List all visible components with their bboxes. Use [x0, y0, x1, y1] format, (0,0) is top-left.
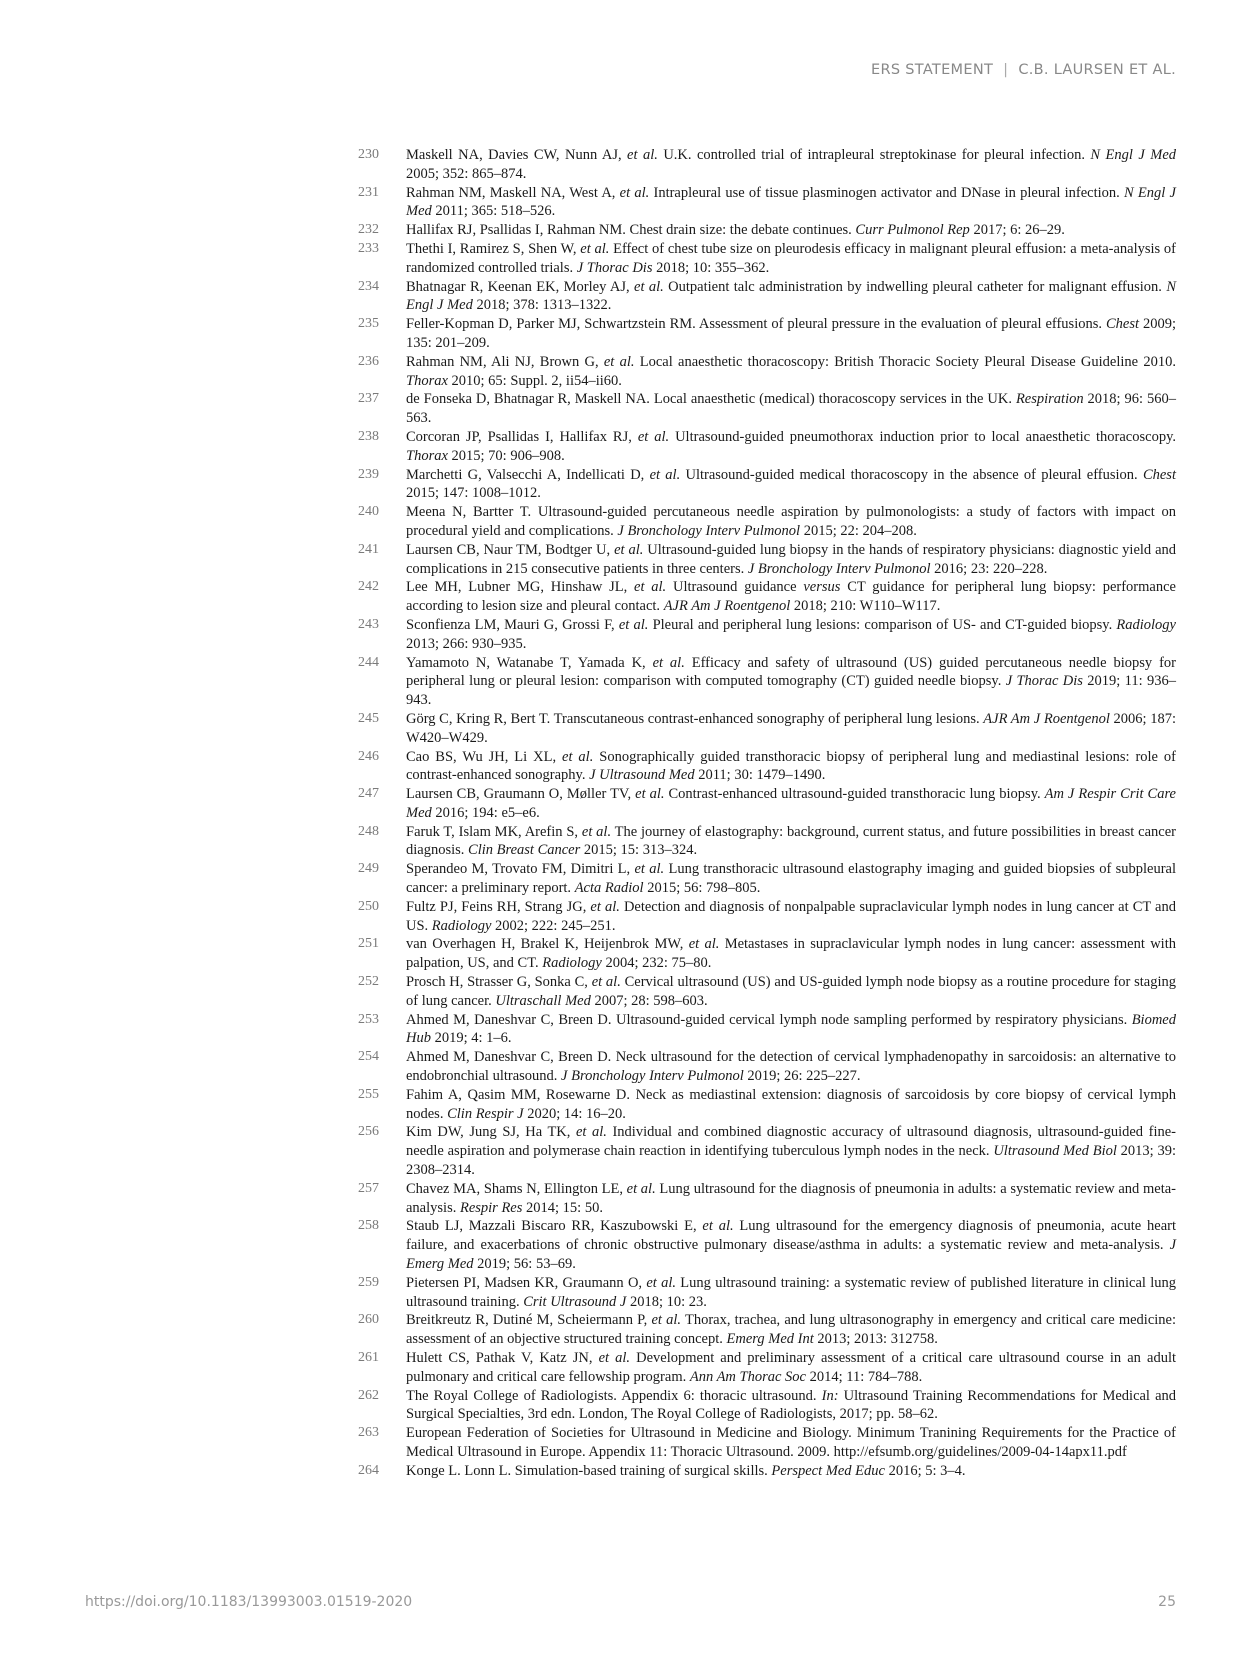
reference-number: 262 [358, 1387, 379, 1403]
reference-italic-text: et al. [634, 278, 664, 295]
reference-item [358, 748, 1176, 786]
reference-italic-text: et al. [637, 428, 670, 445]
reference-text: Thethi I, Ramirez S, Shen W, [406, 240, 581, 257]
reference-italic-text: J Ultrasound Med [589, 767, 695, 784]
reference-text: 2011; 365: 518–526. [431, 203, 556, 220]
reference-number: 234 [358, 278, 379, 294]
reference-text: CT guidance for peripheral lung biopsy: performance according to lesion size and pleural contact. [406, 579, 1176, 615]
reference-text: de Fonseka D, Bhatnagar R, Maskell NA. Local anaesthetic (medical) thoracoscopy services in the UK. [406, 391, 1016, 408]
reference-italic-text: Radiology [542, 955, 602, 972]
reference-text: U.K. controlled trial of intrapleural streptokinase for pleural infection. [657, 147, 1091, 163]
reference-text: Individual and combined diagnostic accuracy of ultrasound diagnosis, ultrasound-guided fine-needle aspiration and polymerase chain reaction in identifying tuberculous lymph nodes in the neck. [406, 1124, 1176, 1160]
reference-italic-text: AJR Am J Roentgenol [663, 598, 791, 615]
reference-italic-text: Thorax [406, 372, 448, 389]
reference-text: 2011; 30: 1479–1490. [694, 767, 826, 784]
reference-text: Outpatient talc administration by indwelling pleural catheter for malignant effusion. [663, 278, 1167, 295]
reference-text: Rahman NM, Maskell NA, West A, [406, 184, 620, 201]
reference-number: 241 [358, 541, 379, 557]
reference-text: Fahim A, Qasim MM, Rosewarne D. Neck as mediastinal extension: diagnosis of sarcoidosis by core biopsy of cervical lymph nodes. [406, 1086, 1176, 1122]
reference-text: Ahmed M, Daneshvar C, Breen D. Ultrasound-guided cervical lymph node sampling performed by respiratory physicians. [406, 1011, 1132, 1028]
reference-italic-text: et al. [646, 1274, 677, 1291]
reference-text: 2007; 28: 598–603. [590, 992, 708, 1009]
reference-text: Cervical ultrasound (US) and US-guided lymph node biopsy as a routine procedure for staging of lung cancer. [406, 974, 1177, 1009]
reference-text: Corcoran JP, Psallidas I, Hallifax RJ, [406, 428, 638, 445]
reference-italic-text: J Emerg Med [406, 1237, 1176, 1273]
reference-text: Feller-Kopman D, Parker MJ, Schwartzstein RM. Assessment of pleural pressure in the evaluation of pleural effusions. [406, 316, 1106, 333]
reference-text: 2018; 96: 560–563. [406, 391, 1176, 427]
reference-item [358, 541, 1176, 579]
reference-text: Ultrasound-guided medical thoracoscopy in the absence of pleural effusion. [680, 466, 1143, 483]
reference-text: 2019; 26: 225–227. [743, 1068, 861, 1085]
reference-item [358, 278, 1176, 316]
reference-italic-text: Clin Breast Cancer [468, 842, 581, 859]
doi-link[interactable]: https://doi.org/10.1183/13993003.01519-2020 [85, 1594, 413, 1610]
reference-text: van Overhagen H, Brakel K, Heijenbrok MW, [406, 936, 689, 953]
reference-item [358, 1048, 1176, 1086]
reference-number: 247 [358, 786, 379, 802]
reference-text: 2020; 14: 16–20. [523, 1105, 626, 1122]
reference-number: 261 [358, 1350, 379, 1365]
reference-item [358, 710, 1176, 748]
reference-item [358, 823, 1176, 861]
reference-text: The journey of elastography: background, current status, and future possibilities in breast cancer diagnosis. [406, 823, 1176, 859]
reference-italic-text: et al. [702, 1218, 734, 1235]
reference-number: 238 [358, 428, 379, 444]
reference-text: Sconfienza LM, Mauri G, Grossi F, [406, 616, 619, 633]
reference-text: Ultrasound-guided pneumothorax induction prior to local anaesthetic thoracoscopy. [669, 428, 1176, 445]
reference-number: 244 [358, 654, 379, 670]
reference-text: Pleural and peripheral lung lesions: comparison of US- and CT-guided biopsy. [648, 616, 1117, 633]
reference-item [358, 654, 1176, 710]
reference-text: Ahmed M, Daneshvar C, Breen D. Neck ultrasound for the detection of cervical lymphadenopathy in sarcoidosis: an alternative to endobronchial ultrasound. [406, 1049, 1176, 1085]
reference-number: 263 [358, 1425, 379, 1441]
reference-text: 2019; 11: 936–943. [406, 673, 1176, 709]
reference-item [358, 428, 1176, 466]
reference-italic-text: Clin Respir J [447, 1105, 524, 1122]
reference-text: Prosch H, Strasser G, Sonka C, [406, 974, 592, 991]
reference-italic-text: et al. [619, 184, 650, 201]
reference-item [358, 1180, 1176, 1218]
header-authors: C.B. LAURSEN ET AL. [1018, 62, 1176, 78]
reference-text: 2016; 5: 3–4. [884, 1462, 966, 1479]
reference-italic-text: et al. [651, 1312, 682, 1329]
reference-text: Yamamoto N, Watanabe T, Yamada K, [406, 654, 653, 671]
reference-text: Ultrasound-guided lung biopsy in the hands of respiratory physicians: diagnostic yield and complications in 215 consecutive patients in three centers. [406, 541, 1177, 577]
reference-text: Breitkreutz R, Dutiné M, Scheiermann P, [406, 1312, 652, 1329]
reference-italic-text: et al. [598, 1350, 631, 1366]
reference-italic-text: J Bronchology Interv Pulmonol [617, 522, 801, 539]
reference-italic-text: Radiology [1116, 616, 1176, 633]
reference-italic-text: et al. [635, 786, 665, 803]
reference-italic-text: et al. [634, 579, 667, 596]
reference-italic-text: J Thorac Dis [576, 259, 653, 276]
reference-italic-text: et al. [581, 823, 612, 840]
reference-italic-text: Emerg Med Int [726, 1331, 814, 1348]
reference-number: 233 [358, 240, 379, 256]
reference-italic-text: Perspect Med Educ [771, 1462, 885, 1479]
reference-text: Contrast-enhanced ultrasound-guided transthoracic lung biopsy. [664, 786, 1045, 803]
header-section: ERS STATEMENT [871, 62, 994, 78]
reference-number: 255 [358, 1086, 379, 1102]
reference-text: 2017; 6: 26–29. [969, 222, 1065, 239]
reference-item [358, 315, 1176, 353]
reference-item [358, 1123, 1176, 1179]
reference-italic-text: Respiration [1015, 391, 1084, 408]
reference-text: Local anaesthetic thoracoscopy: British Thoracic Society Pleural Disease Guideline 2010. [634, 353, 1176, 370]
reference-text: Development and preliminary assessment of a critical care ultrasound course in an adult pulmonary and critical care fellowship program. [406, 1350, 1176, 1385]
reference-text: 2009; 135: 201–209. [406, 316, 1176, 351]
reference-text: Marchetti G, Valsecchi A, Indellicati D, [406, 466, 650, 483]
reference-italic-text: et al. [627, 147, 658, 163]
reference-text: 2002; 222: 245–251. [491, 917, 616, 934]
running-header [871, 62, 1176, 78]
reference-italic-text: Chest [1142, 466, 1176, 483]
reference-number: 264 [358, 1462, 379, 1478]
reference-text: The Royal College of Radiologists. Appendix 6: thoracic ultrasound. [406, 1387, 822, 1404]
reference-text: Laursen CB, Graumann O, Møller TV, [406, 786, 636, 803]
reference-text: Meena N, Bartter T. Ultrasound-guided percutaneous needle aspiration by pulmonologists: a study of factors with impact on procedural yield and complications. [406, 504, 1176, 539]
reference-text: 2014; 15: 50. [522, 1199, 603, 1216]
reference-italic-text: Crit Ultrasound J [523, 1293, 627, 1310]
reference-text: 2013; 266: 930–935. [406, 635, 527, 652]
reference-italic-text: versus [803, 579, 841, 596]
reference-item [358, 184, 1176, 222]
reference-number: 230 [358, 147, 379, 162]
reference-text: Hallifax RJ, Psallidas I, Rahman NM. Chest drain size: the debate continues. [406, 222, 856, 239]
reference-text: 2015; 15: 313–324. [580, 842, 698, 859]
reference-text: 2005; 352: 865–874. [406, 165, 527, 182]
reference-number: 231 [358, 184, 379, 200]
reference-italic-text: et al. [603, 353, 635, 370]
reference-text: Lee MH, Lubner MG, Hinshaw JL, [406, 579, 635, 596]
reference-text: Kim DW, Jung SJ, Ha TK, [406, 1124, 576, 1141]
reference-number: 258 [358, 1218, 379, 1234]
reference-text: Sperandeo M, Trovato FM, Dimitri L, [406, 861, 635, 878]
reference-text: Lung ultrasound training: a systematic review of published literature in clinical lung ultrasound training. [406, 1274, 1176, 1310]
reference-item [358, 1217, 1176, 1273]
reference-italic-text: et al. [688, 936, 720, 953]
reference-text: 2004; 232: 75–80. [601, 955, 712, 972]
reference-italic-text: et al. [649, 466, 681, 483]
reference-text: 2018; 10: 355–362. [652, 259, 770, 276]
reference-text: Metastases in supraclavicular lymph nodes in lung cancer: assessment with palpation, US, and CT. [406, 936, 1176, 972]
reference-item [358, 466, 1176, 504]
reference-text: 2006; 187: W420–W429. [406, 710, 1176, 746]
reference-italic-text: N Engl J Med [406, 184, 1176, 220]
reference-item [358, 1011, 1176, 1049]
reference-item [358, 935, 1176, 973]
reference-italic-text: In: [821, 1387, 839, 1404]
reference-number: 250 [358, 898, 379, 914]
reference-item [358, 1387, 1176, 1425]
reference-number: 240 [358, 504, 379, 520]
reference-text: 2013; 2013: 312758. [813, 1331, 938, 1348]
reference-item [358, 1311, 1176, 1349]
reference-italic-text: et al. [591, 974, 621, 991]
reference-italic-text: Respir Res [459, 1199, 523, 1216]
reference-text: 2013; 39: 2308–2314. [406, 1143, 1177, 1179]
reference-italic-text: J Bronchology Interv Pulmonol [747, 560, 931, 577]
reference-italic-text: et al. [575, 1124, 607, 1141]
reference-item [358, 240, 1176, 278]
reference-number: 236 [358, 353, 379, 369]
reference-text: Staub LJ, Mazzali Biscaro RR, Kaszubowski E, [406, 1218, 703, 1235]
reference-text: 2014; 11: 784–788. [806, 1368, 923, 1385]
reference-text: 2018; 10: 23. [626, 1293, 707, 1310]
reference-item [358, 353, 1176, 391]
reference-italic-text: Thorax [406, 447, 448, 464]
reference-text: Effect of chest tube size on pleurodesis efficacy in malignant pleural effusion: a meta-analysis of randomized controlled trials. [406, 240, 1176, 276]
reference-text: Fultz PJ, Feins RH, Strang JG, [406, 898, 591, 915]
reference-item [358, 616, 1176, 654]
reference-italic-text: Am J Respir Crit Care Med [406, 786, 1176, 821]
reference-italic-text: et al. [614, 541, 644, 558]
reference-number: 243 [358, 616, 379, 632]
reference-italic-text: Biomed Hub [406, 1011, 1176, 1047]
reference-list [358, 146, 1176, 1481]
reference-italic-text: N Engl J Med [1090, 147, 1177, 163]
reference-text: Ultrasound Training Recommendations for Medical and Surgical Specialties, 3rd edn. London, The Royal College of Radiologists, 2017; pp. 58–62. [406, 1387, 1177, 1423]
reference-number: 242 [358, 579, 379, 595]
reference-number: 260 [358, 1312, 379, 1328]
reference-number: 259 [358, 1274, 379, 1290]
reference-item [358, 390, 1176, 428]
reference-item [358, 578, 1176, 616]
reference-italic-text: Curr Pulmonol Rep [855, 222, 970, 239]
reference-text: Pietersen PI, Madsen KR, Graumann O, [406, 1274, 647, 1291]
reference-italic-text: et al. [562, 748, 594, 765]
reference-italic-text: Radiology [431, 917, 492, 934]
reference-number: 248 [358, 823, 379, 839]
reference-text: Lung ultrasound for the diagnosis of pneumonia in adults: a systematic review and meta-analysis. [406, 1180, 1176, 1216]
reference-number: 245 [358, 710, 379, 726]
reference-number: 235 [358, 316, 379, 332]
reference-text: 2016; 23: 220–228. [930, 560, 1048, 577]
reference-text: Lung transthoracic ultrasound elastography imaging and guided biopsies of subpleural cancer: a preliminary report. [406, 861, 1177, 897]
reference-number: 257 [358, 1180, 379, 1196]
reference-number: 252 [358, 974, 379, 990]
reference-text: Detection and diagnosis of nonpalpable supraclavicular lymph nodes in lung cancer at CT and US. [406, 898, 1176, 934]
reference-text: 2015; 56: 798–805. [643, 880, 761, 897]
reference-item [358, 1349, 1176, 1387]
reference-text: Bhatnagar R, Keenan EK, Morley AJ, [406, 278, 635, 295]
reference-italic-text: Ultraschall Med [495, 992, 591, 1009]
reference-italic-text: et al. [580, 240, 610, 257]
reference-italic-text: N Engl J Med [406, 278, 1176, 314]
reference-text: 2010; 65: Suppl. 2, ii54–ii60. [447, 372, 622, 389]
reference-text: 2018; 378: 1313–1322. [472, 297, 612, 314]
reference-item [358, 898, 1176, 936]
reference-italic-text: Ann Am Thorac Soc [689, 1368, 806, 1385]
reference-italic-text: et al. [634, 861, 665, 878]
reference-text: Konge L. Lonn L. Simulation-based training of surgical skills. [406, 1462, 772, 1479]
reference-text: Faruk T, Islam MK, Arefin S, [406, 823, 582, 840]
reference-italic-text: AJR Am J Roentgenol [983, 710, 1110, 727]
header-separator: | [1003, 62, 1009, 78]
reference-number: 246 [358, 748, 379, 764]
reference-item [358, 973, 1176, 1011]
reference-text: Intrapleural use of tissue plasminogen activator and DNase in pleural infection. [649, 184, 1125, 201]
reference-number: 256 [358, 1124, 379, 1140]
reference-text: Rahman NM, Ali NJ, Brown G, [406, 353, 604, 370]
reference-item [358, 503, 1176, 541]
reference-text: European Federation of Societies for Ultrasound in Medicine and Biology. Minimum Tranining Requirements for the Practice of Medical Ultrasound in Europe. Appendix 11: Thoracic Ultrasound. 2009. http://efsumb.org/guidelines/2009-04-14apx11.pdf [406, 1425, 1176, 1460]
reference-text: Ultrasound guidance [666, 579, 804, 596]
reference-item [358, 221, 1176, 240]
reference-item [358, 1086, 1176, 1124]
reference-text: Görg C, Kring R, Bert T. Transcutaneous contrast-enhanced sonography of peripheral lung lesions. [406, 710, 984, 727]
reference-italic-text: J Thorac Dis [1005, 673, 1083, 690]
reference-text: Lung ultrasound for the emergency diagnosis of pneumonia, acute heart failure, and exacerbations of chronic obstructive pulmonary disease/asthma in adults: a systematic review and meta-analysis. [406, 1218, 1177, 1254]
reference-text: 2015; 22: 204–208. [800, 522, 917, 539]
reference-italic-text: et al. [618, 616, 649, 633]
reference-text: Laursen CB, Naur TM, Bodtger U, [406, 541, 615, 558]
reference-italic-text: Ultrasound Med Biol [993, 1143, 1117, 1160]
reference-text: Cao BS, Wu JH, Li XL, [406, 748, 563, 765]
reference-text: 2015; 70: 906–908. [447, 447, 565, 464]
reference-text: Chavez MA, Shams N, Ellington LE, [406, 1180, 627, 1197]
reference-text: Maskell NA, Davies CW, Nunn AJ, [406, 147, 628, 163]
reference-text: 2015; 147: 1008–1012. [406, 485, 541, 502]
reference-italic-text: Chest [1105, 316, 1139, 333]
reference-italic-text: Acta Radiol [574, 880, 644, 897]
reference-number: 249 [358, 861, 379, 877]
page-number: 25 [1158, 1594, 1176, 1610]
reference-number: 232 [358, 222, 379, 238]
reference-item [358, 785, 1176, 823]
reference-number: 239 [358, 466, 379, 482]
reference-italic-text: et al. [626, 1180, 656, 1197]
reference-text: Efficacy and safety of ultrasound (US) guided percutaneous needle biopsy for peripheral lung or pleural lesion: comparison with computed tomography (CT) guided needle biopsy. [406, 654, 1176, 690]
reference-number: 253 [358, 1011, 379, 1027]
reference-italic-text: et al. [590, 898, 620, 915]
reference-item [358, 1424, 1176, 1462]
reference-item [358, 860, 1176, 898]
reference-number: 237 [358, 391, 379, 407]
reference-text: 2018; 210: W110–W117. [790, 598, 941, 615]
reference-italic-text: et al. [652, 654, 685, 671]
reference-number: 251 [358, 936, 379, 952]
reference-text: Thorax, trachea, and lung ultrasonography in emergency and critical care medicine: assessment of an objective structured training concept. [406, 1312, 1176, 1348]
reference-italic-text: J Bronchology Interv Pulmonol [561, 1068, 744, 1085]
reference-number: 254 [358, 1049, 379, 1065]
reference-text: Sonographically guided transthoracic biopsy of peripheral lung and mediastinal lesions: role of contrast-enhanced sonography. [406, 748, 1177, 784]
reference-text: 2016; 194: e5–e6. [431, 804, 540, 821]
reference-text: Hulett CS, Pathak V, Katz JN, [406, 1350, 599, 1366]
reference-item [358, 1274, 1176, 1312]
reference-item [358, 146, 1176, 184]
reference-text: 2019; 4: 1–6. [430, 1030, 512, 1047]
reference-text: 2019; 56: 53–69. [473, 1256, 576, 1273]
reference-item [358, 1462, 1176, 1481]
